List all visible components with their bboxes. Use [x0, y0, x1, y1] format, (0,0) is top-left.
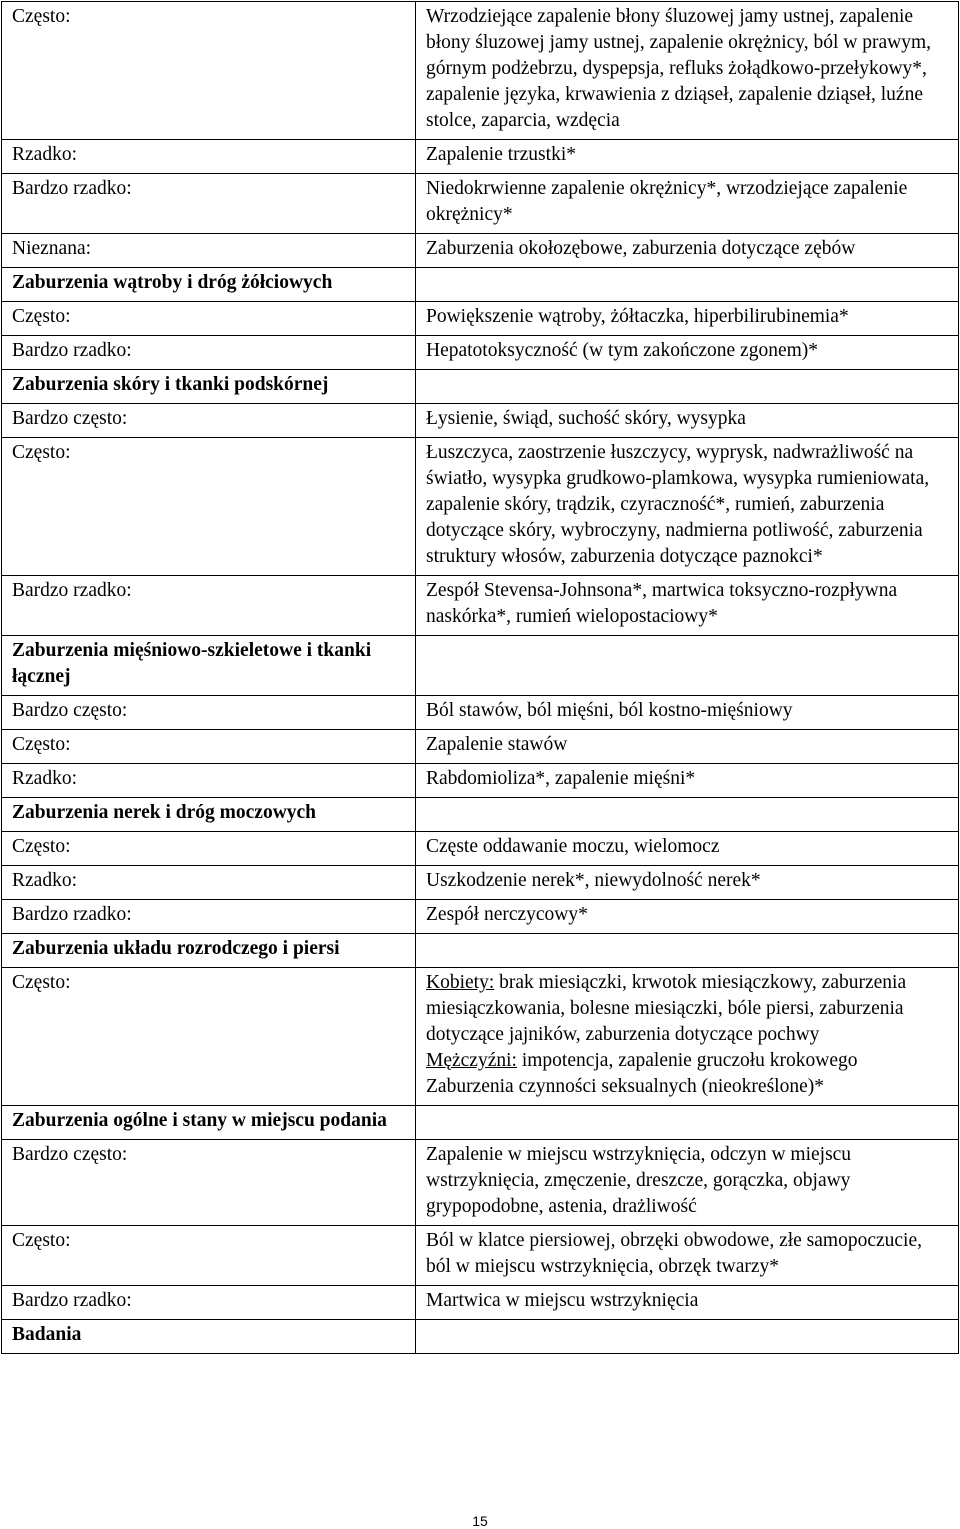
frequency-label: Bardzo rzadko:	[2, 576, 416, 636]
frequency-label: Często:	[2, 832, 416, 866]
frequency-label: Często:	[2, 438, 416, 576]
frequency-label: Rzadko:	[2, 764, 416, 798]
frequency-label: Bardzo rzadko:	[2, 174, 416, 234]
frequency-row	[2, 866, 959, 900]
frequency-row	[2, 234, 959, 268]
reaction-text	[416, 1106, 959, 1140]
organ-class-row	[2, 268, 959, 302]
reaction-text: Zaburzenia okołozębowe, zaburzenia dotyczące zębów	[416, 234, 959, 268]
frequency-row	[2, 438, 959, 576]
organ-class-row	[2, 798, 959, 832]
reaction-text: Uszkodzenie nerek*, niewydolność nerek*	[416, 866, 959, 900]
frequency-row	[2, 336, 959, 370]
reaction-section	[426, 970, 950, 1048]
organ-class-label: Zaburzenia nerek i dróg moczowych	[2, 798, 416, 832]
frequency-label: Bardzo rzadko:	[2, 1286, 416, 1320]
frequency-row	[2, 1140, 959, 1226]
organ-class-label: Zaburzenia mięśniowo-szkieletowe i tkanki łącznej	[2, 636, 416, 696]
reaction-text	[416, 636, 959, 696]
reaction-text: Zapalenie trzustki*	[416, 140, 959, 174]
reaction-section	[426, 1074, 950, 1100]
adverse-reactions-table	[1, 1, 959, 1354]
reaction-text: Powiększenie wątroby, żółtaczka, hiperbilirubinemia*	[416, 302, 959, 336]
frequency-row	[2, 764, 959, 798]
sex-prefix: Mężczyźni:	[426, 1050, 517, 1071]
reaction-text: Wrzodziejące zapalenie błony śluzowej jamy ustnej, zapalenie błony śluzowej jamy ustnej, zapalenie okrężnicy, ból w prawym, górnym podżebrzu, dyspepsja, refluks żołądkowo-przełykowy*, zapalenie języka, krwawienia z dziąseł, zapalenie dziąseł, luźne stolce, zaparcia, wzdęcia	[416, 2, 959, 140]
reaction-text: Hepatotoksyczność (w tym zakończone zgonem)*	[416, 336, 959, 370]
frequency-row	[2, 696, 959, 730]
organ-class-label: Zaburzenia ogólne i stany w miejscu podania	[2, 1106, 416, 1140]
organ-class-label: Zaburzenia skóry i tkanki podskórnej	[2, 370, 416, 404]
frequency-row	[2, 2, 959, 140]
frequency-row	[2, 174, 959, 234]
frequency-row	[2, 576, 959, 636]
frequency-label: Często:	[2, 2, 416, 140]
organ-class-row	[2, 636, 959, 696]
adverse-reactions-table-body	[2, 2, 959, 1354]
reaction-text	[416, 1320, 959, 1354]
frequency-label: Często:	[2, 302, 416, 336]
organ-class-label: Zaburzenia układu rozrodczego i piersi	[2, 934, 416, 968]
sex-prefix: Kobiety:	[426, 972, 495, 993]
frequency-row	[2, 968, 959, 1106]
organ-class-row	[2, 1320, 959, 1354]
frequency-label: Bardzo często:	[2, 1140, 416, 1226]
frequency-label: Bardzo często:	[2, 404, 416, 438]
frequency-label: Często:	[2, 1226, 416, 1286]
frequency-label: Rzadko:	[2, 866, 416, 900]
frequency-row	[2, 730, 959, 764]
reaction-text	[416, 370, 959, 404]
reaction-text: Zespół Stevensa-Johnsona*, martwica toksyczno-rozpływna naskórka*, rumień wielopostaciowy*	[416, 576, 959, 636]
section-text: brak miesiączki, krwotok miesiączkowy, zaburzenia miesiączkowania, bolesne miesiączki, bóle piersi, zaburzenia dotyczące jajników, zaburzenia dotyczące pochwy	[426, 972, 907, 1045]
reaction-text	[416, 798, 959, 832]
section-text: Zaburzenia czynności seksualnych (nieokreślone)*	[426, 1076, 824, 1097]
reaction-text: Zapalenie stawów	[416, 730, 959, 764]
reaction-text: Martwica w miejscu wstrzyknięcia	[416, 1286, 959, 1320]
frequency-row	[2, 900, 959, 934]
frequency-label: Bardzo rzadko:	[2, 336, 416, 370]
reaction-text: Częste oddawanie moczu, wielomocz	[416, 832, 959, 866]
frequency-row	[2, 832, 959, 866]
frequency-label: Bardzo często:	[2, 696, 416, 730]
frequency-row	[2, 1286, 959, 1320]
reaction-text	[416, 968, 959, 1106]
reaction-text: Łuszczyca, zaostrzenie łuszczycy, wyprysk, nadwrażliwość na światło, wysypka grudkowo-plamkowa, wysypka rumieniowata, zapalenie skóry, trądzik, czyraczność*, rumień, zaburzenia dotyczące skóry, wybroczyny, nadmierna potliwość, zaburzenia struktury włosów, zaburzenia dotyczące paznokci*	[416, 438, 959, 576]
reaction-text: Łysienie, świąd, suchość skóry, wysypka	[416, 404, 959, 438]
organ-class-row	[2, 1106, 959, 1140]
frequency-label: Nieznana:	[2, 234, 416, 268]
frequency-row	[2, 1226, 959, 1286]
reaction-text: Ból stawów, ból mięśni, ból kostno-mięśniowy	[416, 696, 959, 730]
section-text: impotencja, zapalenie gruczołu krokowego	[516, 1050, 858, 1071]
frequency-row	[2, 404, 959, 438]
organ-class-label: Zaburzenia wątroby i dróg żółciowych	[2, 268, 416, 302]
frequency-label: Często:	[2, 730, 416, 764]
reaction-text	[416, 268, 959, 302]
frequency-row	[2, 302, 959, 336]
organ-class-row	[2, 934, 959, 968]
reaction-text: Niedokrwienne zapalenie okrężnicy*, wrzodziejące zapalenie okrężnicy*	[416, 174, 959, 234]
frequency-label: Rzadko:	[2, 140, 416, 174]
reaction-section	[426, 1048, 950, 1074]
reaction-text: Rabdomioliza*, zapalenie mięśni*	[416, 764, 959, 798]
frequency-row	[2, 140, 959, 174]
organ-class-row	[2, 370, 959, 404]
reaction-text	[416, 934, 959, 968]
reaction-text: Zapalenie w miejscu wstrzyknięcia, odczyn w miejscu wstrzyknięcia, zmęczenie, dreszcze, gorączka, objawy grypopodobne, astenia, drażliwość	[416, 1140, 959, 1226]
page-number: 15	[472, 1513, 488, 1529]
reaction-text: Zespół nerczycowy*	[416, 900, 959, 934]
reaction-text: Ból w klatce piersiowej, obrzęki obwodowe, złe samopoczucie, ból w miejscu wstrzyknięcia, obrzęk twarzy*	[416, 1226, 959, 1286]
frequency-label: Często:	[2, 968, 416, 1106]
frequency-label: Bardzo rzadko:	[2, 900, 416, 934]
organ-class-label: Badania	[2, 1320, 416, 1354]
